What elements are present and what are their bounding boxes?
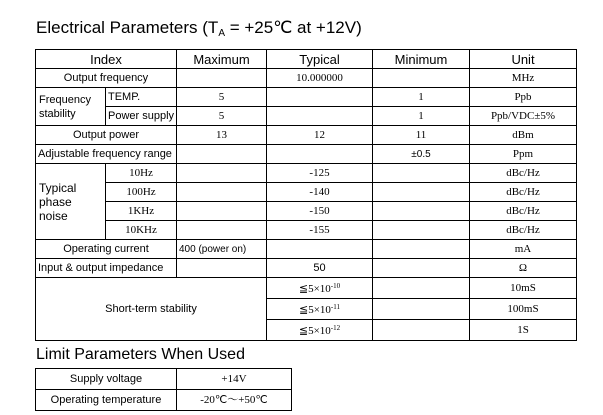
short-term-typical: [267, 299, 373, 320]
phase-noise-minimum: [373, 183, 470, 202]
phase-noise-typical: -155: [267, 221, 373, 240]
power-supply-unit: Ppb/VDC±5%: [470, 107, 577, 126]
supply-voltage-label: Supply voltage: [36, 369, 177, 390]
output-frequency-minimum: [373, 69, 470, 88]
table-row: [36, 278, 577, 299]
operating-current-typical: [267, 240, 373, 259]
operating-current-label: Operating current: [36, 240, 177, 259]
output-power-label: Output power: [36, 126, 177, 145]
header-row: [36, 50, 577, 69]
phase-noise-minimum: [373, 221, 470, 240]
table-row: [36, 145, 577, 164]
phase-noise-maximum: [177, 202, 267, 221]
short-term-base: ≦5×10: [299, 304, 331, 316]
table-row: [36, 126, 577, 145]
impedance-typical: 50: [267, 259, 373, 278]
impedance-unit: Ω: [470, 259, 577, 278]
header-index: Index: [36, 50, 177, 69]
phase-noise-offset: 100Hz: [106, 183, 177, 202]
supply-voltage-value: +14V: [177, 369, 292, 390]
adjustable-range-label: Adjustable frequency range: [36, 145, 177, 164]
operating-current-unit: mA: [470, 240, 577, 259]
table-row: [36, 164, 577, 183]
phase-noise-maximum: [177, 221, 267, 240]
phase-noise-label: Typical phase noise: [36, 164, 106, 240]
output-power-maximum: 13: [177, 126, 267, 145]
table-row: [36, 259, 577, 278]
electrical-parameters-title: [36, 18, 362, 39]
output-power-typical: 12: [267, 126, 373, 145]
temp-minimum: 1: [373, 88, 470, 107]
phase-noise-unit: dBc/Hz: [470, 221, 577, 240]
adjustable-range-minimum: ±0.5: [373, 145, 470, 164]
operating-current-maximum: 400 (power on): [177, 240, 267, 259]
power-supply-typical: [267, 107, 373, 126]
electrical-parameters-table: [35, 49, 577, 341]
temp-unit: Ppb: [470, 88, 577, 107]
table-row: [36, 390, 292, 411]
operating-temperature-label: Operating temperature: [36, 390, 177, 411]
phase-noise-minimum: [373, 164, 470, 183]
header-typical: Typical: [267, 50, 373, 69]
title-prefix: Electrical Parameters (T: [36, 18, 219, 37]
header-maximum: Maximum: [177, 50, 267, 69]
title-suffix: = +25℃ at +12V): [225, 18, 362, 37]
phase-noise-minimum: [373, 202, 470, 221]
adjustable-range-unit: Ppm: [470, 145, 577, 164]
table-row: [36, 69, 577, 88]
phase-noise-offset: 10Hz: [106, 164, 177, 183]
short-term-minimum: [373, 278, 470, 299]
output-frequency-typical: 10.000000: [267, 69, 373, 88]
phase-noise-typical: -125: [267, 164, 373, 183]
short-term-exponent: -11: [330, 303, 340, 311]
power-supply-minimum: 1: [373, 107, 470, 126]
table-row: [36, 240, 577, 259]
frequency-stability-label: Frequency stability: [36, 88, 106, 126]
short-term-unit: 100mS: [470, 299, 577, 320]
short-term-unit: 1S: [470, 320, 577, 341]
limit-parameters-table: [35, 368, 292, 411]
output-frequency-unit: MHz: [470, 69, 577, 88]
limit-parameters-title: Limit Parameters When Used: [36, 346, 245, 363]
phase-noise-typical: -150: [267, 202, 373, 221]
table-row: [36, 107, 577, 126]
phase-noise-unit: dBc/Hz: [470, 183, 577, 202]
phase-noise-offset: 1KHz: [106, 202, 177, 221]
table-row: [36, 88, 577, 107]
short-term-base: ≦5×10: [298, 283, 331, 295]
table-row: [36, 183, 577, 202]
phase-noise-unit: dBc/Hz: [470, 202, 577, 221]
table-row: [36, 369, 292, 390]
output-power-minimum: 11: [373, 126, 470, 145]
table-row: [36, 202, 577, 221]
short-term-exponent: -12: [330, 324, 341, 332]
operating-current-minimum: [373, 240, 470, 259]
short-term-stability-label: Short-term stability: [36, 278, 267, 341]
phase-noise-maximum: [177, 164, 267, 183]
short-term-minimum: [373, 320, 470, 341]
short-term-typical: [267, 278, 373, 299]
temp-typical: [267, 88, 373, 107]
short-term-exponent: -10: [330, 282, 341, 290]
impedance-label: Input & output impedance: [36, 259, 177, 278]
short-term-base: ≦5×10: [298, 325, 331, 337]
power-supply-maximum: 5: [177, 107, 267, 126]
phase-noise-offset: 10KHz: [106, 221, 177, 240]
impedance-minimum: [373, 259, 470, 278]
power-supply-label: Power supply: [106, 107, 177, 126]
short-term-unit: 10mS: [470, 278, 577, 299]
impedance-maximum: [177, 259, 267, 278]
adjustable-range-maximum: [177, 145, 267, 164]
short-term-typical: [267, 320, 373, 341]
phase-noise-maximum: [177, 183, 267, 202]
operating-temperature-value: -20℃～+50℃: [177, 390, 292, 411]
temp-label: TEMP.: [106, 88, 177, 107]
header-minimum: Minimum: [373, 50, 470, 69]
table-row: [36, 221, 577, 240]
output-frequency-maximum: [177, 69, 267, 88]
short-term-minimum: [373, 299, 470, 320]
output-power-unit: dBm: [470, 126, 577, 145]
temp-maximum: 5: [177, 88, 267, 107]
output-frequency-label: Output frequency: [36, 69, 177, 88]
phase-noise-unit: dBc/Hz: [470, 164, 577, 183]
title-subscript: A: [218, 28, 225, 39]
header-unit: Unit: [470, 50, 577, 69]
phase-noise-typical: -140: [267, 183, 373, 202]
adjustable-range-typical: [267, 145, 373, 164]
